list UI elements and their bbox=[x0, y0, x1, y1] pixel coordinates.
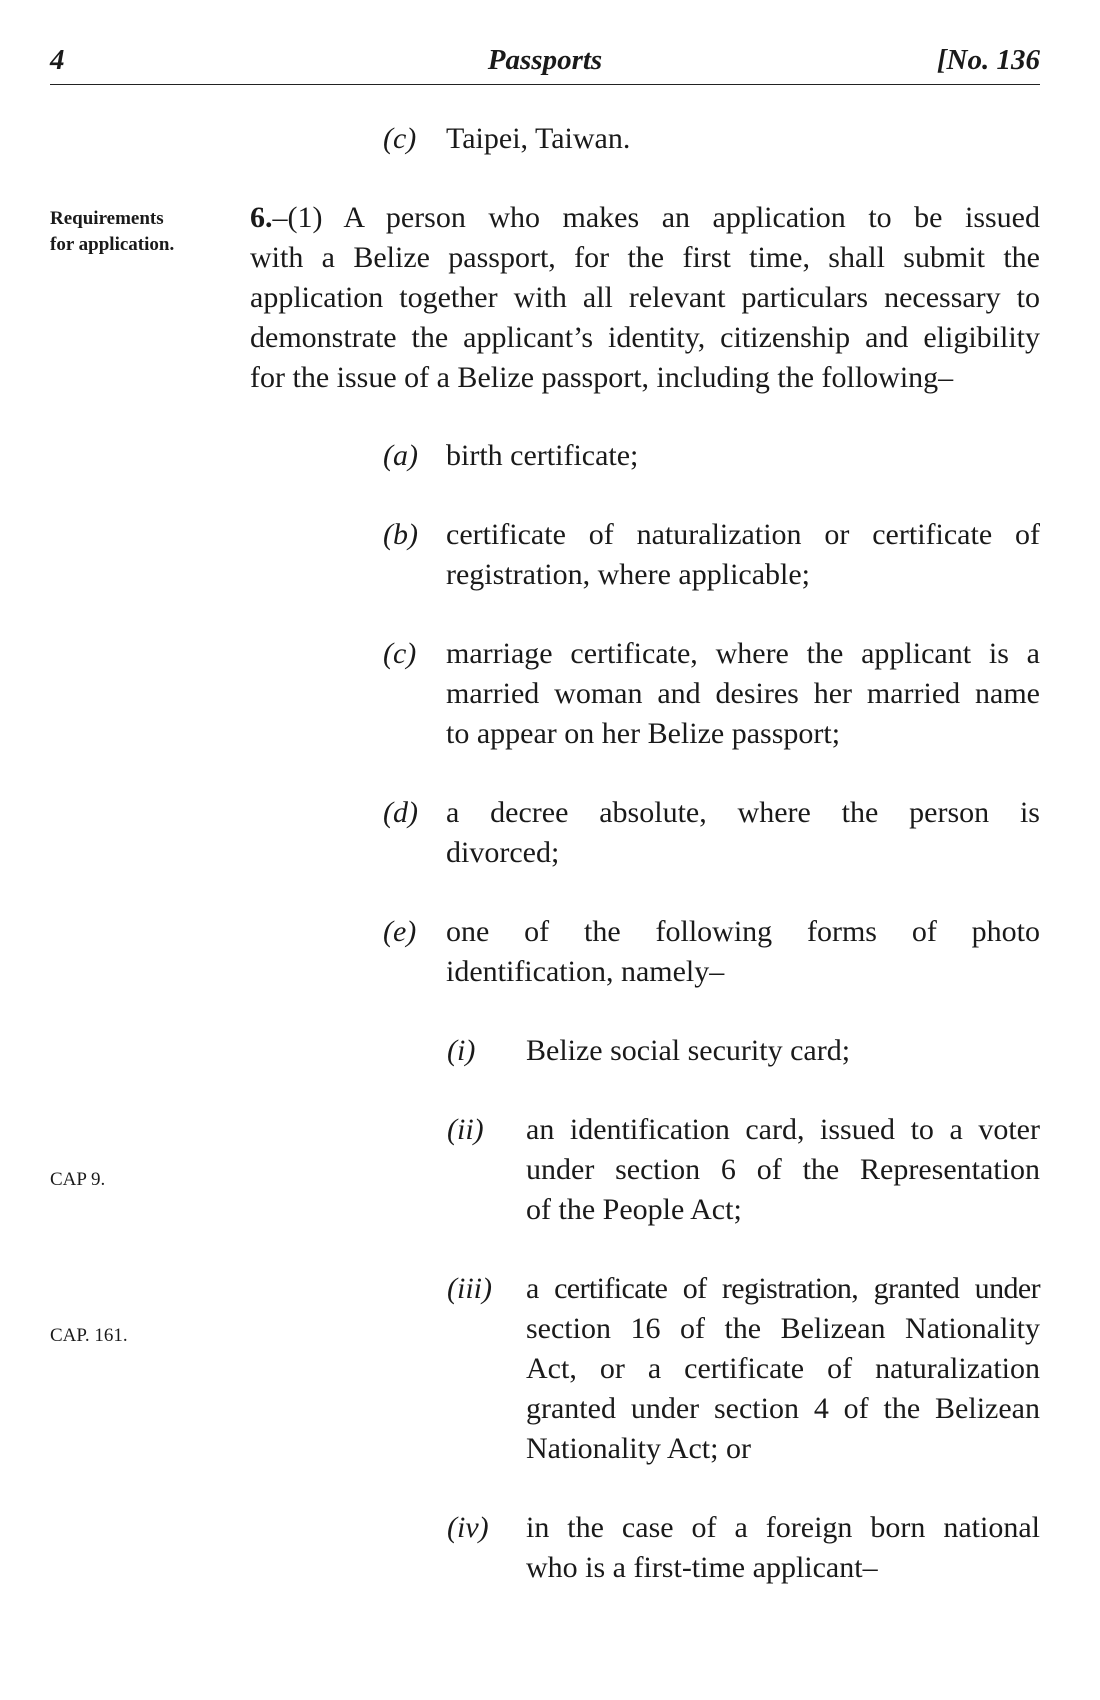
item-e-line2: identification, namely– bbox=[446, 955, 725, 988]
subitem-iv-line2: who is a first-time applicant– bbox=[526, 1551, 878, 1584]
subitem-ii-line3: of the People Act; bbox=[526, 1193, 742, 1226]
subitem-iii-line2: section 16 of the Belizean Nationality bbox=[526, 1312, 1040, 1345]
section6-line1: 6.–(1) A person who makes an application to be issued bbox=[250, 201, 1040, 234]
margin-note-requirements-1: Requirements bbox=[50, 208, 164, 229]
item-e-line1: one of the following forms of photo bbox=[446, 915, 1040, 948]
item-e-label: (e) bbox=[383, 915, 417, 948]
subitem-iii-line4: granted under section 4 of the Belizean bbox=[526, 1392, 1040, 1425]
page-header bbox=[50, 40, 1040, 85]
margin-note-cap161: CAP. 161. bbox=[50, 1325, 128, 1346]
item-c-line3: to appear on her Belize passport; bbox=[446, 717, 841, 750]
subitem-iii-line1: a certificate of registration, granted under bbox=[526, 1272, 1040, 1305]
intro-item-label: (c) bbox=[383, 122, 417, 155]
intro-item-text: Taipei, Taiwan. bbox=[446, 122, 631, 155]
subitem-iii-line5: Nationality Act; or bbox=[526, 1432, 751, 1465]
item-c-line1: marriage certificate, where the applicant is a bbox=[446, 637, 1040, 670]
subitem-ii-line2: under section 6 of the Representation bbox=[526, 1153, 1040, 1186]
section-number: 6. bbox=[250, 201, 273, 234]
subitem-ii-line1: an identification card, issued to a voter bbox=[526, 1113, 1040, 1146]
subitem-i-line1: Belize social security card; bbox=[526, 1034, 851, 1067]
page-number: 4 bbox=[50, 44, 65, 76]
item-d-label: (d) bbox=[383, 796, 418, 829]
margin-note-requirements-2: for application. bbox=[50, 234, 175, 255]
item-d-line1: a decree absolute, where the person is bbox=[446, 796, 1040, 829]
section6-line3: application together with all relevant particulars necessary to bbox=[250, 281, 1040, 314]
item-b-line2: registration, where applicable; bbox=[446, 558, 811, 591]
margin-note-cap9: CAP 9. bbox=[50, 1169, 106, 1190]
item-c-label: (c) bbox=[383, 637, 417, 670]
subitem-iii-line3: Act, or a certificate of naturalization bbox=[526, 1352, 1040, 1385]
item-d-line2: divorced; bbox=[446, 836, 560, 869]
act-number: [No. 136 bbox=[936, 44, 1040, 76]
section6-line2: with a Belize passport, for the first time, shall submit the bbox=[250, 241, 1040, 274]
item-b-line1: certificate of naturalization or certificate of bbox=[446, 518, 1040, 551]
subitem-ii-label: (ii) bbox=[447, 1113, 484, 1146]
item-a-line1: birth certificate; bbox=[446, 439, 639, 472]
item-a-label: (a) bbox=[383, 439, 418, 472]
subitem-i-label: (i) bbox=[447, 1034, 476, 1067]
section6-line5: for the issue of a Belize passport, including the following– bbox=[250, 361, 954, 394]
running-title: Passports bbox=[487, 44, 603, 76]
subitem-iv-line1: in the case of a foreign born national bbox=[526, 1511, 1040, 1544]
item-c-line2: married woman and desires her married name bbox=[446, 677, 1040, 710]
section6-line4: demonstrate the applicant’s identity, citizenship and eligibility bbox=[250, 321, 1040, 354]
subitem-iii-label: (iii) bbox=[447, 1272, 492, 1305]
item-b-label: (b) bbox=[383, 518, 418, 551]
subitem-iv-label: (iv) bbox=[447, 1511, 489, 1544]
